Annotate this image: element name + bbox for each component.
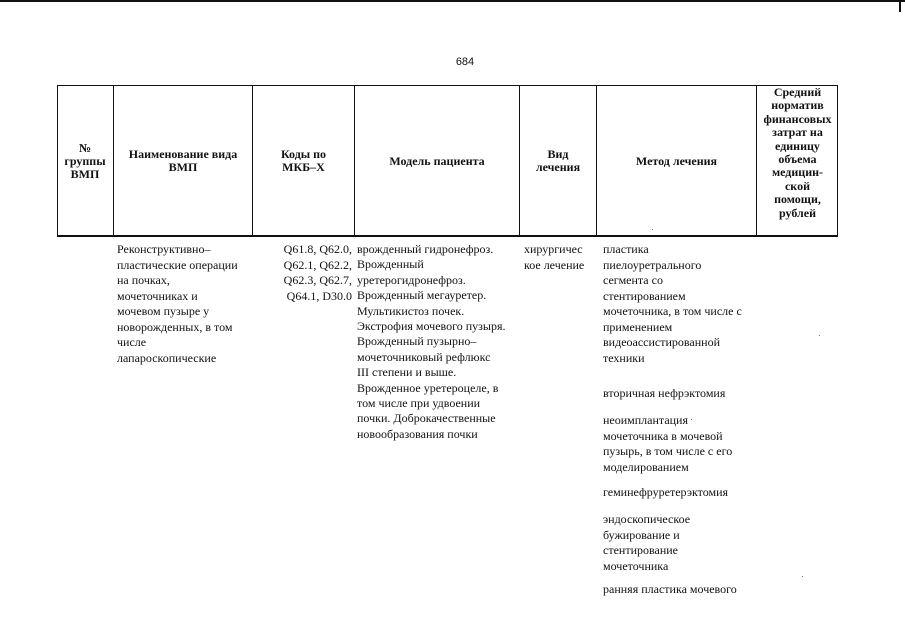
row-icd-codes: Q61.8, Q62.0, Q62.1, Q62.2, Q62.3, Q62.7, Q64.1, D30.0 bbox=[283, 242, 352, 303]
scan-speck bbox=[652, 229, 653, 230]
header-cost bbox=[757, 85, 838, 237]
method-item: вторичная нефрэктомия bbox=[603, 386, 726, 400]
method-item: эндоскопическое бужирование и стентирование мочеточника bbox=[603, 512, 691, 573]
method-item: ранняя пластика мочевого bbox=[603, 582, 737, 596]
header-method-text: Метод лечения bbox=[635, 153, 718, 168]
header-icd-codes bbox=[253, 85, 354, 237]
row-vmp-name: Реконструктивно– пластические операции на почках, мочеточниках и мочевом пузыре у новорожденных, в том числе лапароскопические bbox=[117, 242, 238, 365]
header-method bbox=[597, 85, 756, 237]
corner-mark bbox=[889, 0, 901, 12]
header-vmp-name-text: Наименование вида ВМП bbox=[128, 147, 238, 174]
header-patient-model-text: Модель пациента bbox=[389, 153, 485, 168]
scan-speck bbox=[802, 576, 803, 577]
header-patient-model bbox=[355, 85, 519, 237]
header-treatment-type bbox=[520, 85, 596, 237]
method-item: пластика пиелоуретрального сегмента со стентированием мочеточника, в том числе с применением видеоассистированной техники bbox=[603, 242, 742, 365]
header-icd-codes-text: Коды по МКБ–X bbox=[280, 147, 327, 174]
header-group-no bbox=[57, 85, 113, 237]
scan-speck bbox=[691, 419, 692, 420]
top-border-line bbox=[0, 0, 905, 2]
scan-speck bbox=[819, 335, 820, 336]
method-item: неоимплантация мочеточника в мочевой пузырь, в том числе с его моделированием bbox=[603, 413, 733, 474]
row-treatment-type: хирургичес кое лечение bbox=[524, 242, 585, 272]
method-item: геминефруретерэктомия bbox=[603, 485, 729, 499]
header-group-no-text: № группы ВМП bbox=[64, 140, 106, 181]
header-vmp-name bbox=[114, 85, 252, 237]
page-number: 684 bbox=[455, 56, 475, 68]
row-patient-model: врожденный гидронефроз. Врожденный уретерогидронефроз. Врожденный мегауретер. Мультикистоз почек. Экстрофия мочевого пузыря. Врожденный пузырно– мочеточниковый рефлюкс III степени и выше. Врожденное уретероцеле, в том числе при удвоении почки. Доброкачественные новообразования почки bbox=[357, 242, 506, 441]
header-treatment-type-text: Вид лечения bbox=[535, 147, 581, 174]
header-cost-text: Средний норматив финансовых затрат на единицу объема медицин- ской помощи, рублей bbox=[763, 85, 832, 220]
